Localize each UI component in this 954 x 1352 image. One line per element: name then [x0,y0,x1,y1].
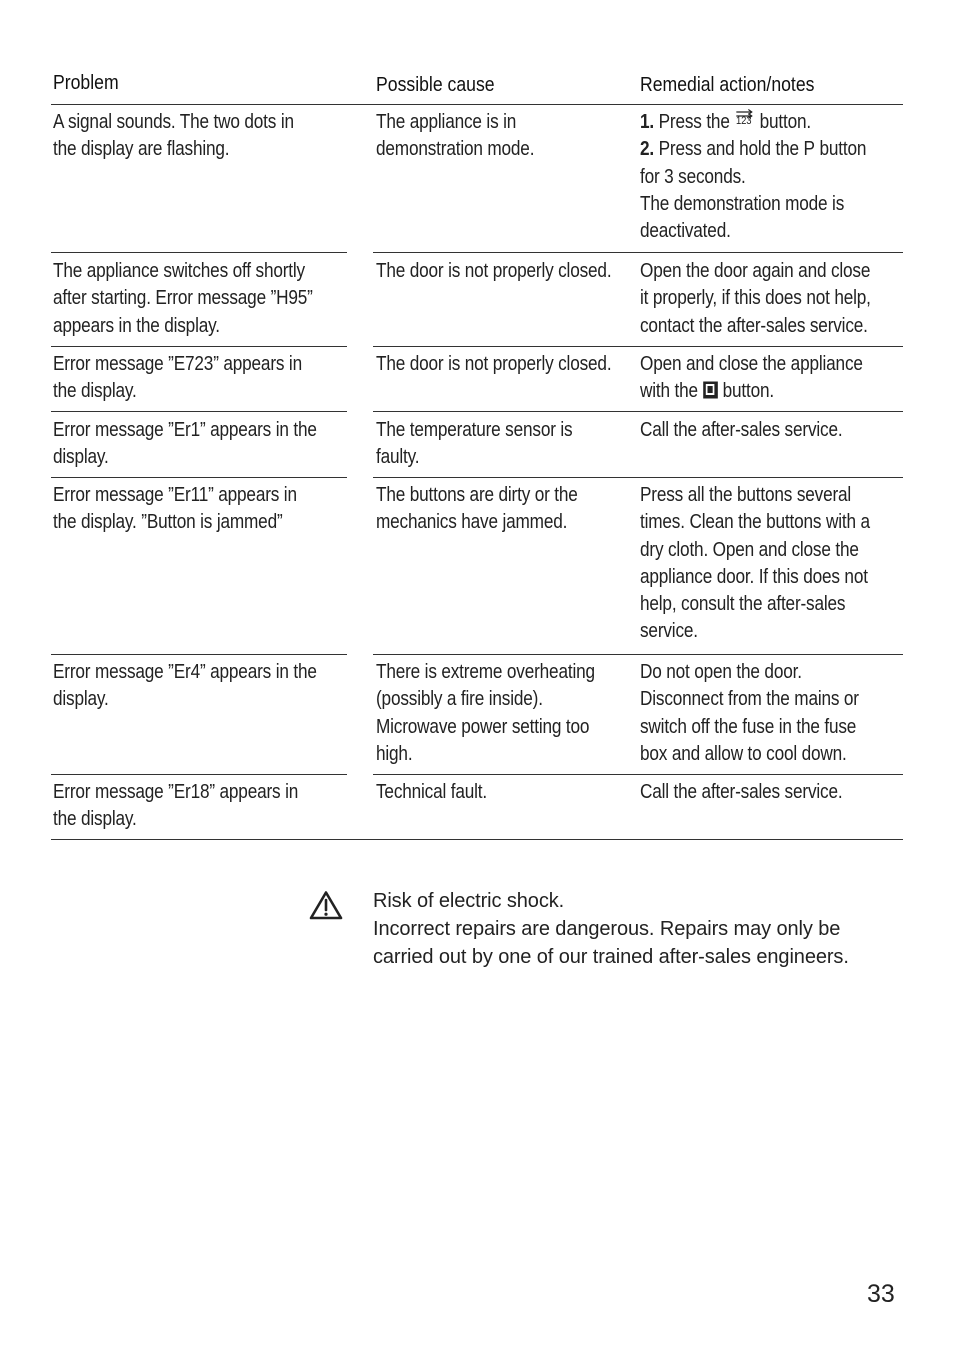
remedy-cell [640,482,907,646]
remedy-cell [640,779,875,806]
row-divider [373,346,903,347]
remedy-line: Disconnect from the mains or [640,688,859,711]
remedy-line: appliance door. If this does not [640,565,868,588]
problem-line: after starting. Error message ”H95” [53,287,313,310]
row-divider [51,654,347,655]
row-divider [373,774,903,775]
remedy-step-2 [640,136,866,163]
remedy-line: switch off the fuse in the fuse [640,715,857,738]
remedy-line: Open and close the appliance [640,353,863,375]
warning-note [373,887,849,971]
remedy-line: Call the after-sales service. [640,419,843,441]
remedy-line: for 3 seconds. [640,165,746,188]
remedy-step-1 [640,109,866,136]
page-number: 33 [867,1280,895,1308]
p-key-glyph: P [803,138,815,161]
cause-line: (possibly a fire inside). [376,688,543,711]
row-divider [373,477,903,478]
cause-cell [376,351,650,378]
cause-cell [376,779,505,806]
cause-line: The temperature sensor is [376,419,573,441]
header-remedial-action: Remedial action/notes [640,73,815,96]
step-text: button [819,138,867,161]
cause-line: Microwave power setting too [376,715,590,738]
cause-line: The buttons are dirty or the [376,484,578,506]
problem-line: Error message ”Er1” appears in the [53,419,317,441]
remedy-cell [640,417,875,444]
cause-cell [376,417,604,472]
problem-line: The appliance switches off shortly [53,260,305,282]
table-row [53,482,337,537]
table-row [53,258,355,340]
cause-line: demonstration mode. [376,138,535,161]
cause-line: faulty. [376,446,420,469]
cause-line: There is extreme overheating [376,661,595,683]
remedy-line: times. Clean the buttons with a [640,511,870,534]
remedy-line: Press all the buttons several [640,484,852,506]
remedy-cell [640,351,899,406]
cause-cell [376,109,560,164]
step-number: 1. [640,111,655,133]
problem-line: Error message ”Er18” appears in [53,781,299,803]
problem-line: the display are flashing. [53,138,230,161]
row-divider [373,252,903,253]
row-divider [51,774,347,775]
remedy-line: deactivated. [640,220,731,243]
remedy-line: help, consult the after-sales [640,593,846,616]
cause-cell [376,482,611,537]
table-row [53,351,343,406]
cause-line: mechanics have jammed. [376,511,568,534]
cause-line: The door is not properly closed. [376,353,612,375]
cause-cell [376,659,631,768]
remedy-cell [640,109,903,245]
header-problem: Problem [53,71,119,94]
warning-text: Incorrect repairs are dangerous. Repairs may only be [373,918,841,940]
remedy-text: button. [722,380,774,403]
cause-line: The door is not properly closed. [376,260,612,282]
problem-line: display. [53,688,109,711]
digit-arrow-icon: 123 [734,109,755,131]
problem-line: Error message ”Er11” appears in [53,484,297,506]
remedy-line: it properly, if this does not help, [640,287,871,310]
cause-cell [376,258,650,285]
remedy-line: The demonstration mode is [640,192,845,215]
problem-line: the display. ”Button is jammed” [53,511,283,534]
remedy-line: Do not open the door. [640,661,802,683]
problem-line: A signal sounds. The two dots in [53,111,294,133]
table-bottom-border [51,839,903,840]
step-number: 2. [640,138,655,161]
remedy-line: dry cloth. Open and close the [640,538,859,561]
warning-text: carried out by one of our trained after-sales engineers. [373,946,849,968]
remedy-line: Call the after-sales service. [640,781,843,803]
remedy-line: box and allow to cool down. [640,742,847,765]
remedy-text: with the [640,380,698,403]
problem-line: Error message ”Er4” appears in the [53,661,317,683]
step-text: Press the [658,111,730,133]
problem-line: appears in the display. [53,314,220,337]
row-divider [51,477,347,478]
row-divider [51,346,347,347]
remedy-cell [640,258,908,340]
remedy-line: contact the after-sales service. [640,314,868,337]
problem-line: the display. [53,380,137,403]
step-text: Press and hold the [658,138,799,161]
remedy-line [640,378,863,405]
door-button-icon [703,381,718,399]
remedy-cell [640,659,895,768]
warning-triangle-icon [309,890,343,920]
problem-line: the display. [53,808,137,831]
problem-line: Error message ”E723” appears in [53,353,302,375]
table-row [53,109,333,164]
table-row [53,659,360,714]
cause-line: The appliance is in [376,111,517,133]
row-divider [373,654,903,655]
warning-title: Risk of electric shock. [373,890,565,912]
cause-line: high. [376,742,413,765]
remedy-line: Open the door again and close [640,260,871,282]
problem-line: display. [53,446,109,469]
remedy-line: service. [640,620,698,643]
step-text: button. [759,111,811,133]
row-divider [373,411,903,412]
row-divider [51,411,347,412]
header-possible-cause: Possible cause [376,73,495,96]
cause-line: Technical fault. [376,781,488,803]
header-divider [51,104,903,105]
table-row [53,779,338,834]
row-divider [51,252,347,253]
table-row [53,417,360,472]
